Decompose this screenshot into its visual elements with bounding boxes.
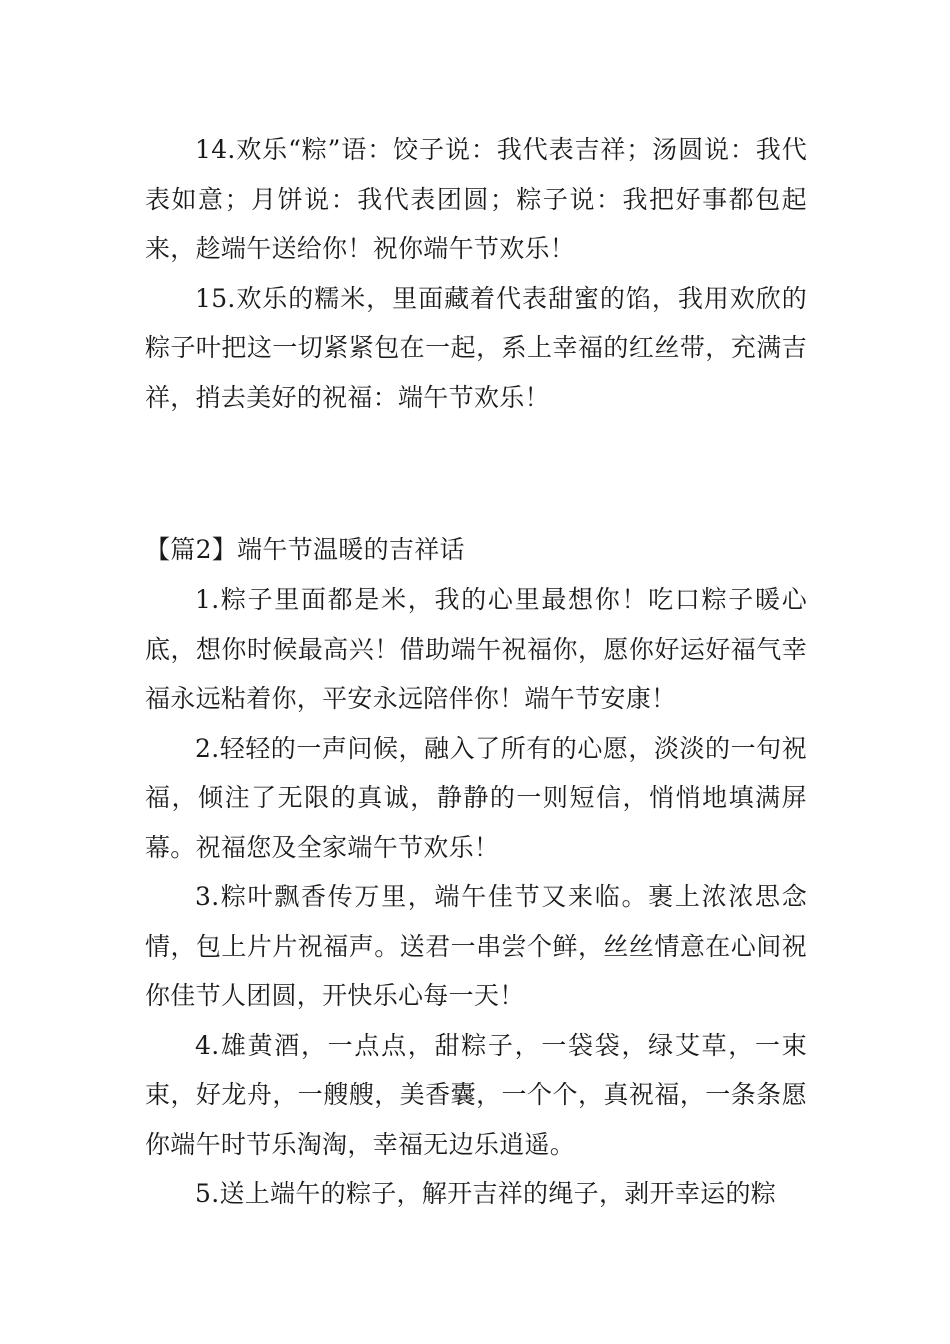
paragraph-15: 15.欢乐的糯米，里面藏着代表甜蜜的馅，我用欢欣的粽子叶把这一切紧紧包在一起，系上幸福的红丝带，充满吉祥，捎去美好的祝福：端午节欢乐！ bbox=[145, 283, 807, 412]
paragraph-3: 3.粽叶飘香传万里，端午佳节又来临。裹上浓浓思念情，包上片片祝福声。送君一串尝个鲜，丝丝情意在心间祝你佳节人团圆，开快乐心每一天！ bbox=[145, 882, 807, 1010]
section-2-heading: 【篇2】端午节温暖的吉祥话 bbox=[145, 535, 465, 564]
section-2-body bbox=[145, 575, 807, 1219]
paragraph-1: 1.粽子里面都是米，我的心里最想你！吃口粽子暖心底，想你时候最高兴！借助端午祝福你，愿你好运好福气幸福永远粘着你，平安永远陪伴你！端午节安康！ bbox=[145, 585, 807, 713]
paragraph-2: 2.轻轻的一声问候，融入了所有的心愿，淡淡的一句祝福，倾注了无限的真诚，静静的一则短信，悄悄地填满屏幕。祝福您及全家端午节欢乐！ bbox=[145, 733, 807, 862]
paragraph-14: 14.欢乐“粽”语：饺子说：我代表吉祥；汤圆说：我代表如意；月饼说：我代表团圆；粽子说：我把好事都包起来，趁端午送给你！祝你端午节欢乐！ bbox=[145, 135, 807, 263]
paragraph-4: 4.雄黄酒，一点点，甜粽子，一袋袋，绿艾草，一束束，好龙舟，一艘艘，美香囊，一个个，真祝福，一条条愿你端午时节乐淘淘，幸福无边乐逍遥。 bbox=[145, 1030, 807, 1159]
paragraph-5: 5.送上端午的粽子，解开吉祥的绳子，剥开幸运的粽 bbox=[195, 1179, 777, 1208]
section-1-body bbox=[145, 125, 807, 422]
